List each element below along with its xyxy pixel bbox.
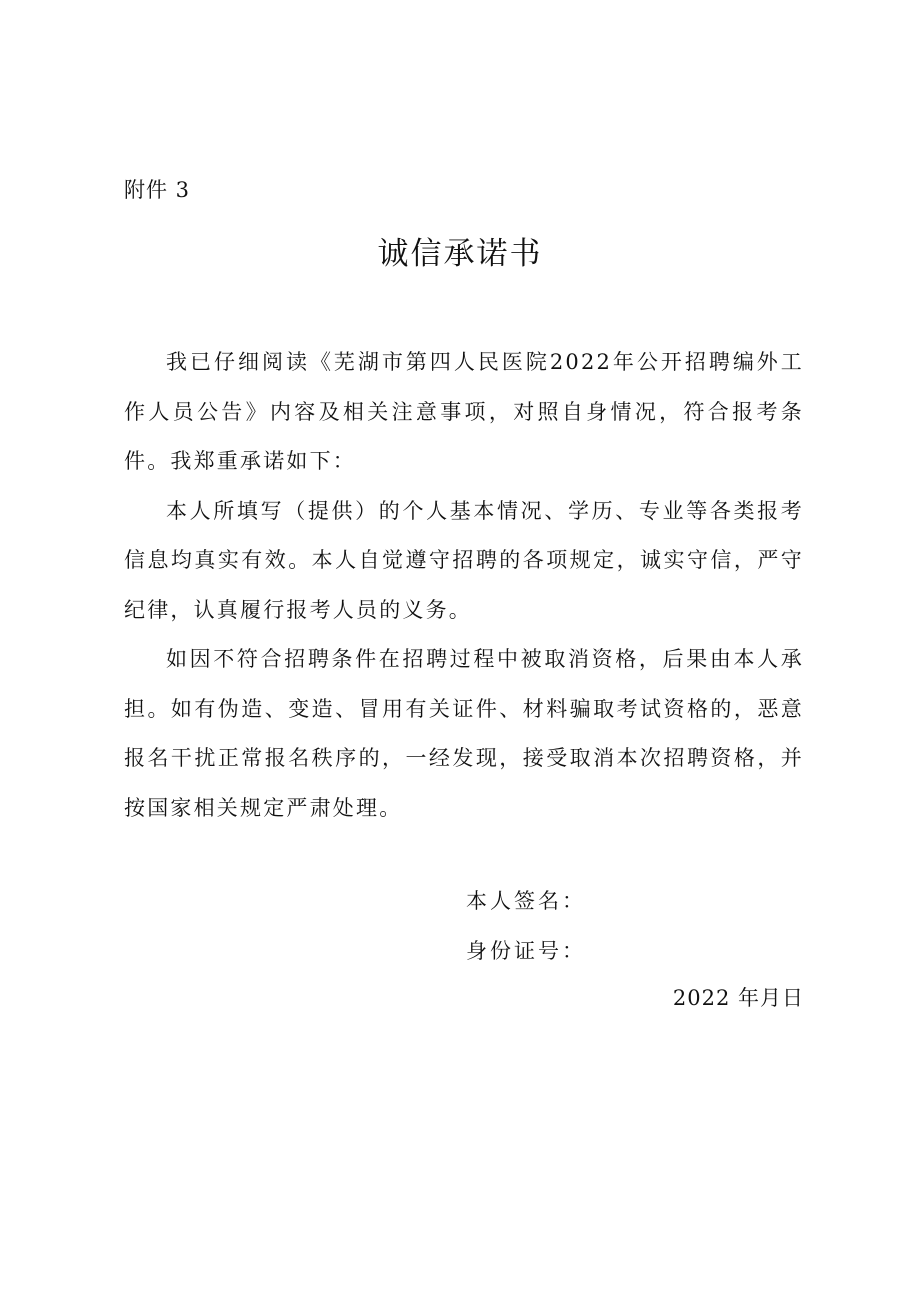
paragraph-information-true: 本人所填写（提供）的个人基本情况、学历、专业等各类报考信息均真实有效。本人自觉遵守招聘的各项规定，诚实守信，严守纪律，认真履行报考人员的义务。 [124, 498, 804, 622]
document-title: 诚信承诺书 [377, 236, 543, 272]
id-number-label: 身份证号： [466, 939, 586, 963]
document-body [124, 338, 804, 833]
attachment-label: 附件 3 [124, 178, 191, 202]
signature-block [466, 876, 586, 976]
date-line: 2022 年月日 [672, 986, 804, 1010]
signature-label: 本人签名： [466, 889, 586, 913]
paragraph-consequences: 如因不符合招聘条件在招聘过程中被取消资格，后果由本人承担。如有伪造、变造、冒用有关证件、材料骗取考试资格的，恶意报名干扰正常报名秩序的，一经发现，接受取消本次招聘资格，并按国家相关规定严肃处理。 [124, 647, 804, 820]
paragraph-reading-statement: 我已仔细阅读《芜湖市第四人民医院2022年公开招聘编外工作人员公告》内容及相关注意事项，对照自身情况，符合报考条件。我郑重承诺如下： [124, 350, 804, 473]
